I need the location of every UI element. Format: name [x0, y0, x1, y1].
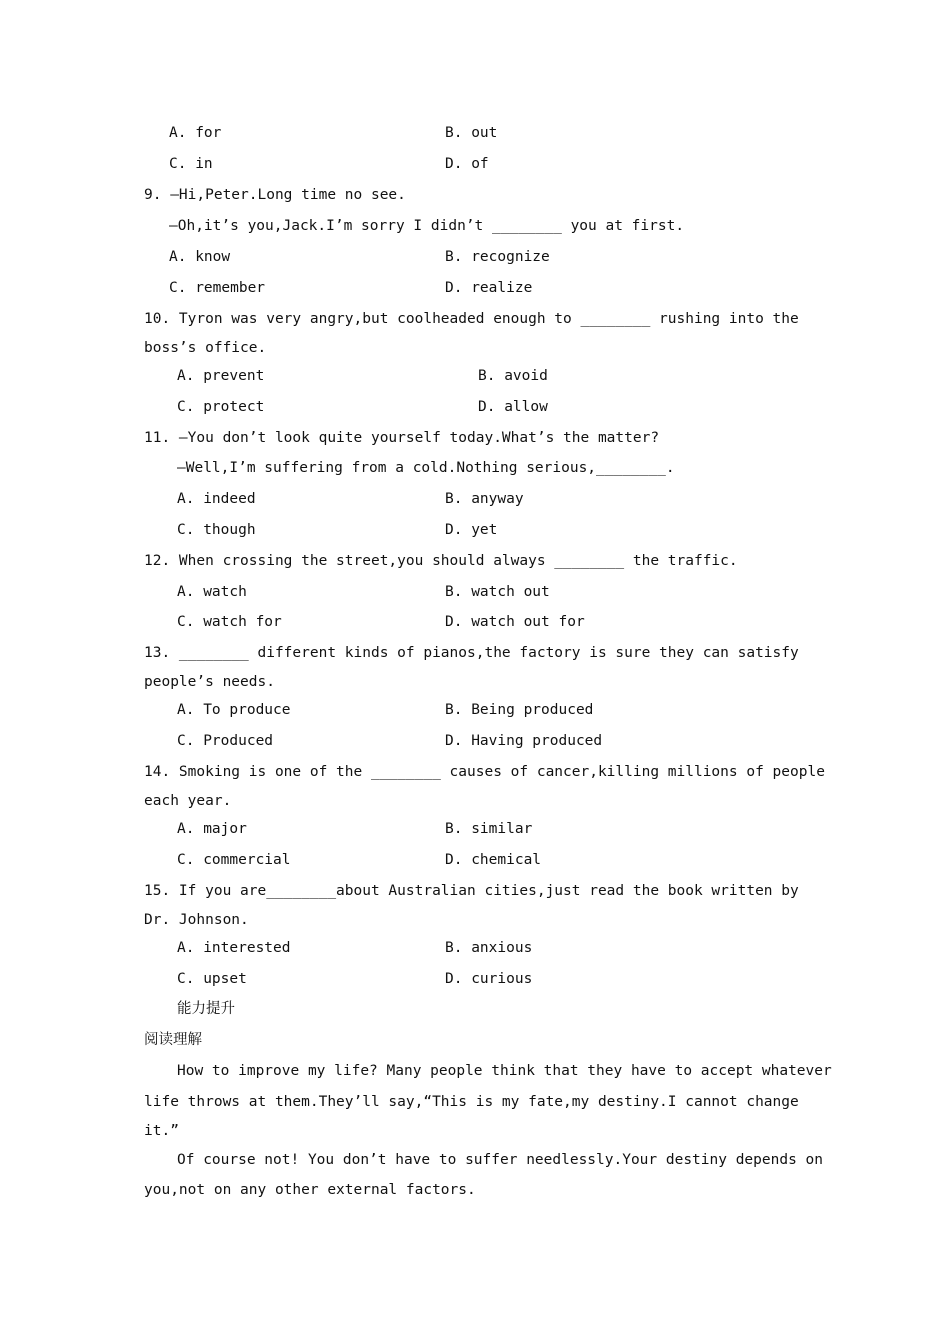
q13-stem-cont: people’s needs. — [144, 674, 275, 690]
passage-p1-line3: it.” — [144, 1123, 179, 1139]
q9-stem: 9. —Hi,Peter.Long time no see. — [144, 187, 406, 203]
q10-stem: 10. Tyron was very angry,but coolheaded enough to ________ rushing into the — [144, 311, 799, 327]
q15-option-d: D. curious — [445, 971, 533, 987]
q9-option-b: B. recognize — [445, 249, 550, 265]
q9-option-a: A. know — [169, 249, 231, 265]
q15-stem-cont: Dr. Johnson. — [144, 912, 249, 928]
q8-option-d: D. of — [445, 156, 489, 172]
q12-stem: 12. When crossing the street,you should always ________ the traffic. — [144, 553, 738, 569]
q9-stem-reply: —Oh,it’s you,Jack.I’m sorry I didn’t ________ you at first. — [169, 218, 685, 234]
passage-p2-line2: you,not on any other external factors. — [144, 1182, 476, 1198]
q15-option-a: A. interested — [177, 940, 291, 956]
q12-option-d: D. watch out for — [445, 614, 585, 630]
q11-option-a: A. indeed — [177, 491, 256, 507]
q9-option-d: D. realize — [445, 280, 533, 296]
section-subheading: 阅读理解 — [144, 1032, 202, 1048]
passage-p2-line1: Of course not! You don’t have to suffer needlessly.Your destiny depends on — [177, 1152, 824, 1168]
q14-option-b: B. similar — [445, 821, 533, 837]
q10-option-d: D. allow — [478, 399, 548, 415]
q11-stem: 11. —You don’t look quite yourself today.What’s the matter? — [144, 430, 660, 446]
q14-option-d: D. chemical — [445, 852, 542, 868]
q14-stem: 14. Smoking is one of the ________ causes of cancer,killing millions of people — [144, 764, 825, 780]
q14-stem-cont: each year. — [144, 793, 232, 809]
q10-option-b: B. avoid — [478, 368, 548, 384]
q13-option-d: D. Having produced — [445, 733, 603, 749]
q8-option-a: A. for — [169, 125, 222, 141]
q12-option-a: A. watch — [177, 584, 247, 600]
q10-option-a: A. prevent — [177, 368, 265, 384]
q9-option-c: C. remember — [169, 280, 266, 296]
q14-option-a: A. major — [177, 821, 247, 837]
passage-p1-line1: How to improve my life? Many people think that they have to accept whatever — [177, 1063, 832, 1079]
q15-option-b: B. anxious — [445, 940, 533, 956]
q14-option-c: C. commercial — [177, 852, 291, 868]
q11-option-c: C. though — [177, 522, 256, 538]
q8-option-c: C. in — [169, 156, 213, 172]
q11-option-b: B. anyway — [445, 491, 524, 507]
q15-option-c: C. upset — [177, 971, 247, 987]
q13-stem: 13. ________ different kinds of pianos,the factory is sure they can satisfy — [144, 645, 799, 661]
q8-option-b: B. out — [445, 125, 498, 141]
q13-option-b: B. Being produced — [445, 702, 594, 718]
passage-p1-line2: life throws at them.They’ll say,“This is my fate,my destiny.I cannot change — [144, 1094, 799, 1110]
q12-option-b: B. watch out — [445, 584, 550, 600]
q11-option-d: D. yet — [445, 522, 498, 538]
section-heading: 能力提升 — [177, 1001, 235, 1017]
q13-option-c: C. Produced — [177, 733, 274, 749]
q10-option-c: C. protect — [177, 399, 265, 415]
q13-option-a: A. To produce — [177, 702, 291, 718]
q12-option-c: C. watch for — [177, 614, 282, 630]
q15-stem: 15. If you are________about Australian cities,just read the book written by — [144, 883, 799, 899]
q10-stem-cont: boss’s office. — [144, 340, 267, 356]
q11-stem-reply: —Well,I’m suffering from a cold.Nothing serious,________. — [177, 460, 675, 476]
